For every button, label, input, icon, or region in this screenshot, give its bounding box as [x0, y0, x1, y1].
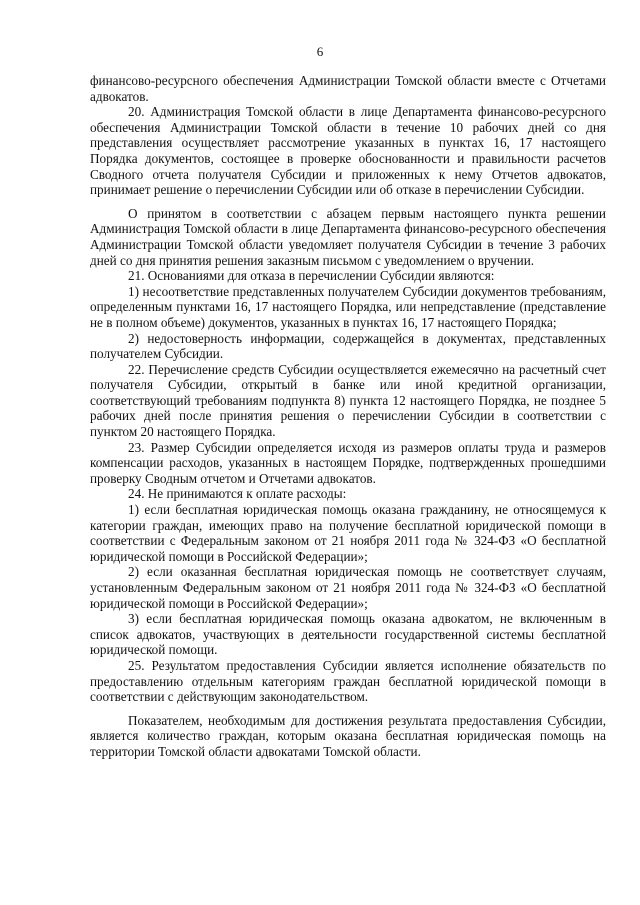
- paragraph-clause-21: 21. Основаниями для отказа в перечислении Субсидии являются:: [128, 268, 495, 284]
- document-body: [90, 73, 606, 760]
- paragraph-continuation: финансово-ресурсного обеспечения Администрации Томской области вместе с Отчетами адвокатов.: [90, 73, 606, 104]
- paragraph-clause-21-item-2: 2) недостоверность информации, содержащейся в документах, представленных получателем Субсидии.: [90, 330, 606, 362]
- paragraph-clause-20-notice: О принятом в соответствии с абзацем первым настоящего пункта решении Администрация Томской области в лице Департамента финансово-ресурсного обеспечения Администрации Томской области уведомляет получателя Субсидии в течение 3 рабочих дней со дня принятия решения заказным письмом с уведомлением о вручении.: [90, 205, 606, 268]
- paragraph-clause-21-item-1: 1) несоответствие представленных получателем Субсидии документов требованиям, определенным пунктами 16, 17 настоящего Порядка, или непредставление (представление не в полном объеме) документов, указанных в пунктах 16, 17 настоящего Порядка;: [90, 283, 606, 330]
- paragraph-indicator: Показателем, необходимым для достижения результата предоставления Субсидии, является количество граждан, которым оказана бесплатная юридическая помощь на территории Томской области адвокатами Томской области.: [90, 712, 606, 759]
- paragraph-clause-24-item-1: 1) если бесплатная юридическая помощь оказана гражданину, не относящемуся к категории граждан, имеющих право на получение бесплатной юридической помощи в соответствии с Федеральным законом от 21 ноября 2011 года № 324-ФЗ «О бесплатной юридической помощи в Российской Федерации»;: [90, 502, 606, 564]
- paragraph-clause-20: 20. Администрация Томской области в лице Департамента финансово-ресурсного обеспечения Администрации Томской области в течение 10 рабочих дней со дня представления осуществляет рассмотрение указанных в пунктах 16, 17 настоящего Порядка документов, состоящее в проверке обоснованности и правильности расчетов Сводного отчета получателя Субсидии и приложенных к нему Отчетов адвокатов, принимает решение о перечислении Субсидии или об отказе в перечислении Субсидии.: [90, 104, 606, 198]
- page-number: 6: [316, 44, 324, 59]
- paragraph-clause-24-item-2: 2) если оказанная бесплатная юридическая помощь не соответствует случаям, установленным Федеральным законом от 21 ноября 2011 года № 324-ФЗ «О бесплатной юридической помощи в Российской Федерации»;: [90, 564, 606, 611]
- paragraph-clause-22: 22. Перечисление средств Субсидии осуществляется ежемесячно на расчетный счет получателя Субсидии, открытый в банке или иной кредитной организации, соответствующий требованиям подпункта 8) пункта 12 настоящего Порядка, не позднее 5 рабочих дней после принятия решения о перечислении Субсидии в соответствии с пунктом 20 настоящего Порядка.: [90, 361, 606, 440]
- paragraph-clause-23: 23. Размер Субсидии определяется исходя из размеров оплаты труда и размеров компенсации расходов, указанных в настоящем Порядке, подтвержденных прошедшими проверку Сводным отчетом и Отчетами адвокатов.: [90, 439, 606, 486]
- paragraph-clause-24-item-3: 3) если бесплатная юридическая помощь оказана адвокатом, не включенным в список адвокатов, участвующих в деятельности государственной системы бесплатной юридической помощи.: [90, 611, 606, 658]
- paragraph-clause-25: 25. Результатом предоставления Субсидии является исполнение обязательств по предоставлению отдельным категориям граждан бесплатной юридической помощи в соответствии с действующим законодательством.: [90, 657, 606, 705]
- paragraph-clause-24: 24. Не принимаются к оплате расходы:: [128, 486, 347, 502]
